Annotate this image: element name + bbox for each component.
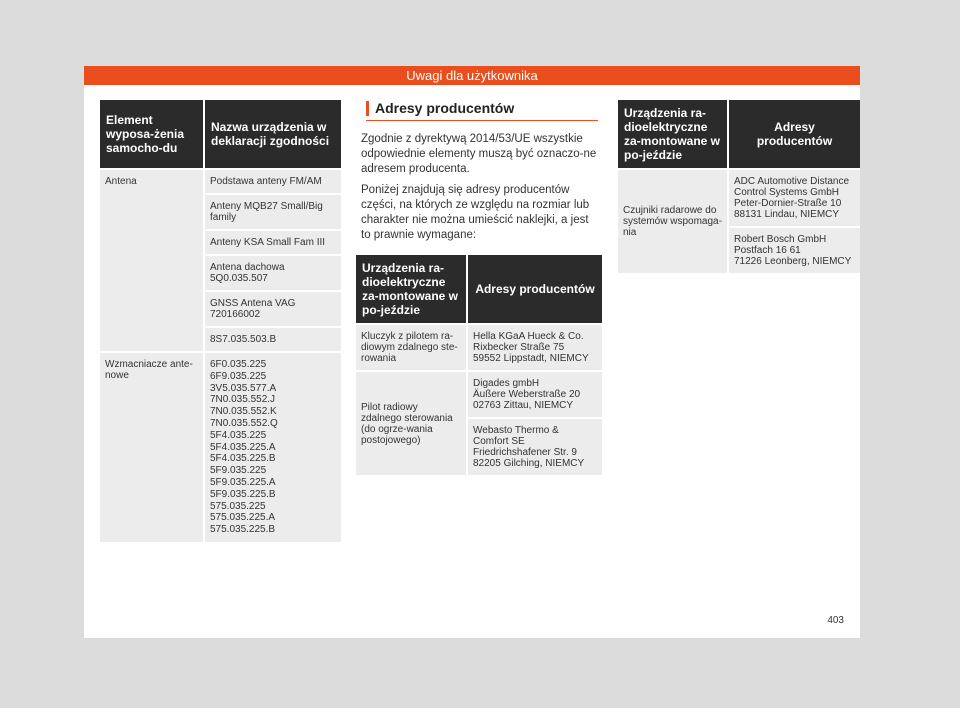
device-cell: Antena dachowa 5Q0.035.507 [205, 256, 341, 290]
column-header: Urządzenia ra-dioelektryczne za-montowane w po-jeździe [618, 100, 727, 168]
table-row [100, 170, 341, 193]
table-header-row [356, 255, 602, 323]
address-cell: Webasto Thermo & Comfort SE Friedrichshafener Str. 9 82205 Gilching, NIEMCY [468, 419, 602, 475]
device-cell: Anteny KSA Small Fam III [205, 231, 341, 254]
device-cell: GNSS Antena VAG 720166002 [205, 292, 341, 326]
section-title-text: Adresy producentów [375, 100, 515, 116]
table-row [356, 325, 602, 370]
device-cell: Kluczyk z pilotem ra-diowym zdalnego ste-rowania [356, 325, 466, 370]
intro-paragraph: Poniżej znajdują się adresy producentów części, na których ze względu na rozmiar lub charakter nie można umieścić naklejki, a jest to prawnie wymagane: [361, 184, 590, 241]
address-cell: ADC Automotive Distance Control Systems GmbH Peter-Dornier-Straße 10 88131 Lindau, NIEMCY [729, 170, 860, 226]
column-header: Urządzenia ra-dioelektryczne za-montowane w po-jeździe [356, 255, 466, 323]
manual-page [84, 66, 860, 638]
page-number: 403 [827, 615, 844, 626]
page-header: Uwagi dla użytkownika [84, 66, 860, 85]
table-row [618, 170, 860, 226]
element-cell: Wzmacniacze ante-nowe [100, 353, 203, 542]
table-header-row [618, 100, 860, 168]
manufacturer-addresses-table [354, 253, 604, 477]
column-header: Nazwa urządzenia w deklaracji zgodności [205, 100, 341, 168]
address-cell: Hella KGaA Hueck & Co. Rixbecker Straße 75 59552 Lippstadt, NIEMCY [468, 325, 602, 370]
device-cell: Pilot radiowy zdalnego sterowania (do ogrze-wania postojowego) [356, 372, 466, 475]
intro-paragraph: Zgodnie z dyrektywą 2014/53/UE wszystkie odpowiednie elementy muszą być oznaczo-ne adresem producenta. [361, 133, 597, 175]
title-accent-bar [366, 101, 369, 116]
radar-addresses-table [616, 98, 862, 275]
table-row [356, 372, 602, 417]
device-cell: Czujniki radarowe do systemów wspomaga-nia [618, 170, 727, 273]
column-header: Element wyposa-żenia samocho-du [100, 100, 203, 168]
device-cell: 6F0.035.225 6F9.035.225 3V5.035.577.A 7N0.035.552.J 7N0.035.552.K 7N0.035.552.Q 5F4.035.225 5F4.035.225.A 5F4.035.225.B 5F9.035.225 5F9.035.225.A 5F9.035.225.B 575.035.225 575.035.225.A 575.035.225.B [205, 353, 341, 542]
section-title [366, 100, 598, 121]
table-row [100, 353, 341, 542]
column-header: Adresy producentów [468, 255, 602, 323]
column-header: Adresy producentów [729, 100, 860, 168]
address-cell: Digades gmbH Äußere Weberstraße 20 02763 Zittau, NIEMCY [468, 372, 602, 417]
address-cell: Robert Bosch GmbH Postfach 16 61 71226 Leonberg, NIEMCY [729, 228, 860, 273]
table-header-row [100, 100, 341, 168]
device-cell: Anteny MQB27 Small/Big family [205, 195, 341, 229]
device-cell: Podstawa anteny FM/AM [205, 170, 341, 193]
element-cell: Antena [100, 170, 203, 351]
device-cell: 8S7.035.503.B [205, 328, 341, 351]
antenna-devices-table [98, 98, 343, 544]
